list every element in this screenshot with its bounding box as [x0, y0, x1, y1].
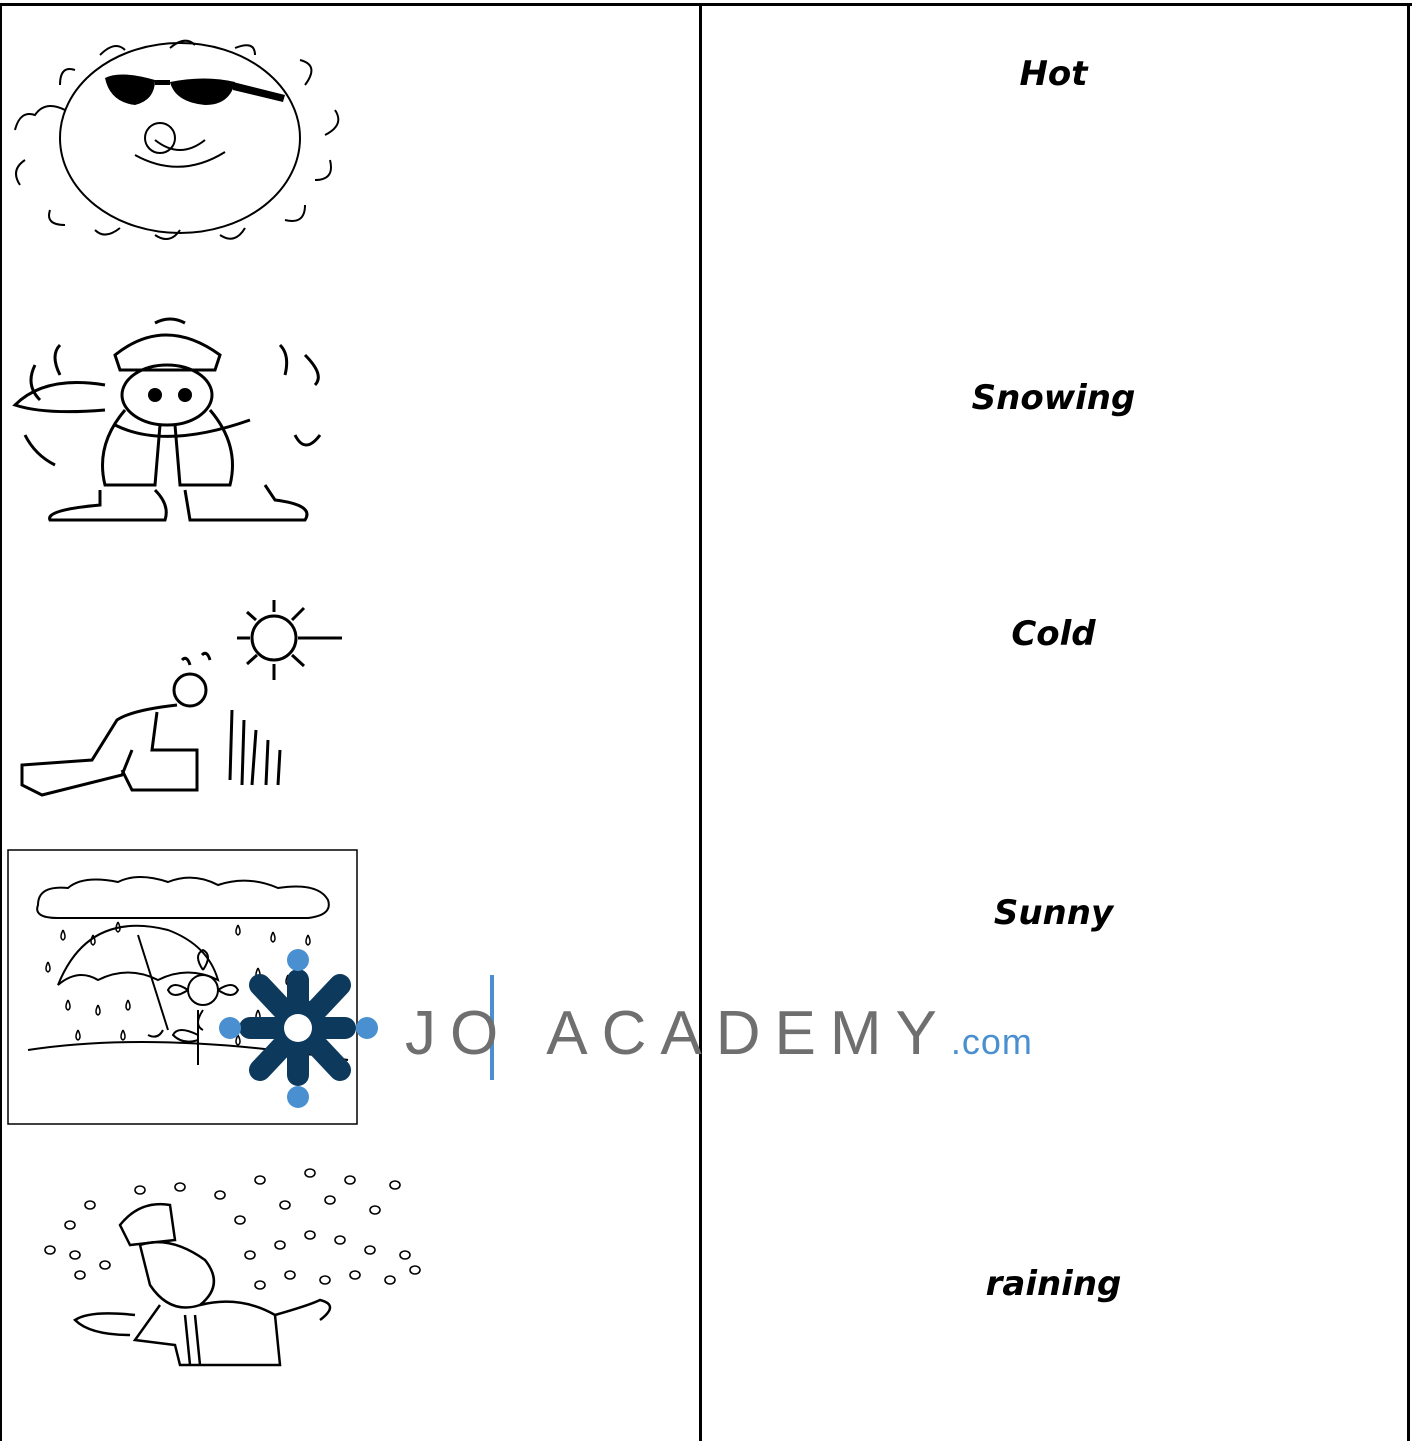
word-hot: Hot [1019, 54, 1088, 94]
table-border-top [0, 3, 1412, 6]
word-sunny: Sunny [993, 893, 1114, 933]
logo-jo: JO [405, 999, 513, 1068]
table-border-right [1407, 3, 1410, 1441]
word-raining: raining [985, 1264, 1122, 1304]
word-snowing: Snowing [971, 378, 1136, 418]
column-divider [699, 3, 702, 1441]
logo-academy: ACADEMY [546, 999, 951, 1068]
jo-academy-logo-icon [215, 945, 385, 1110]
word-cold: Cold [1011, 614, 1096, 654]
logo-domain: .com [950, 1021, 1033, 1062]
table-border-left [0, 3, 2, 1441]
snow-person-icon [30, 1165, 430, 1380]
hot-sweating-person-icon [12, 600, 347, 800]
logo-wordmark [405, 998, 1033, 1069]
sun-with-sunglasses-icon [5, 40, 345, 235]
shivering-person-icon [5, 315, 330, 525]
